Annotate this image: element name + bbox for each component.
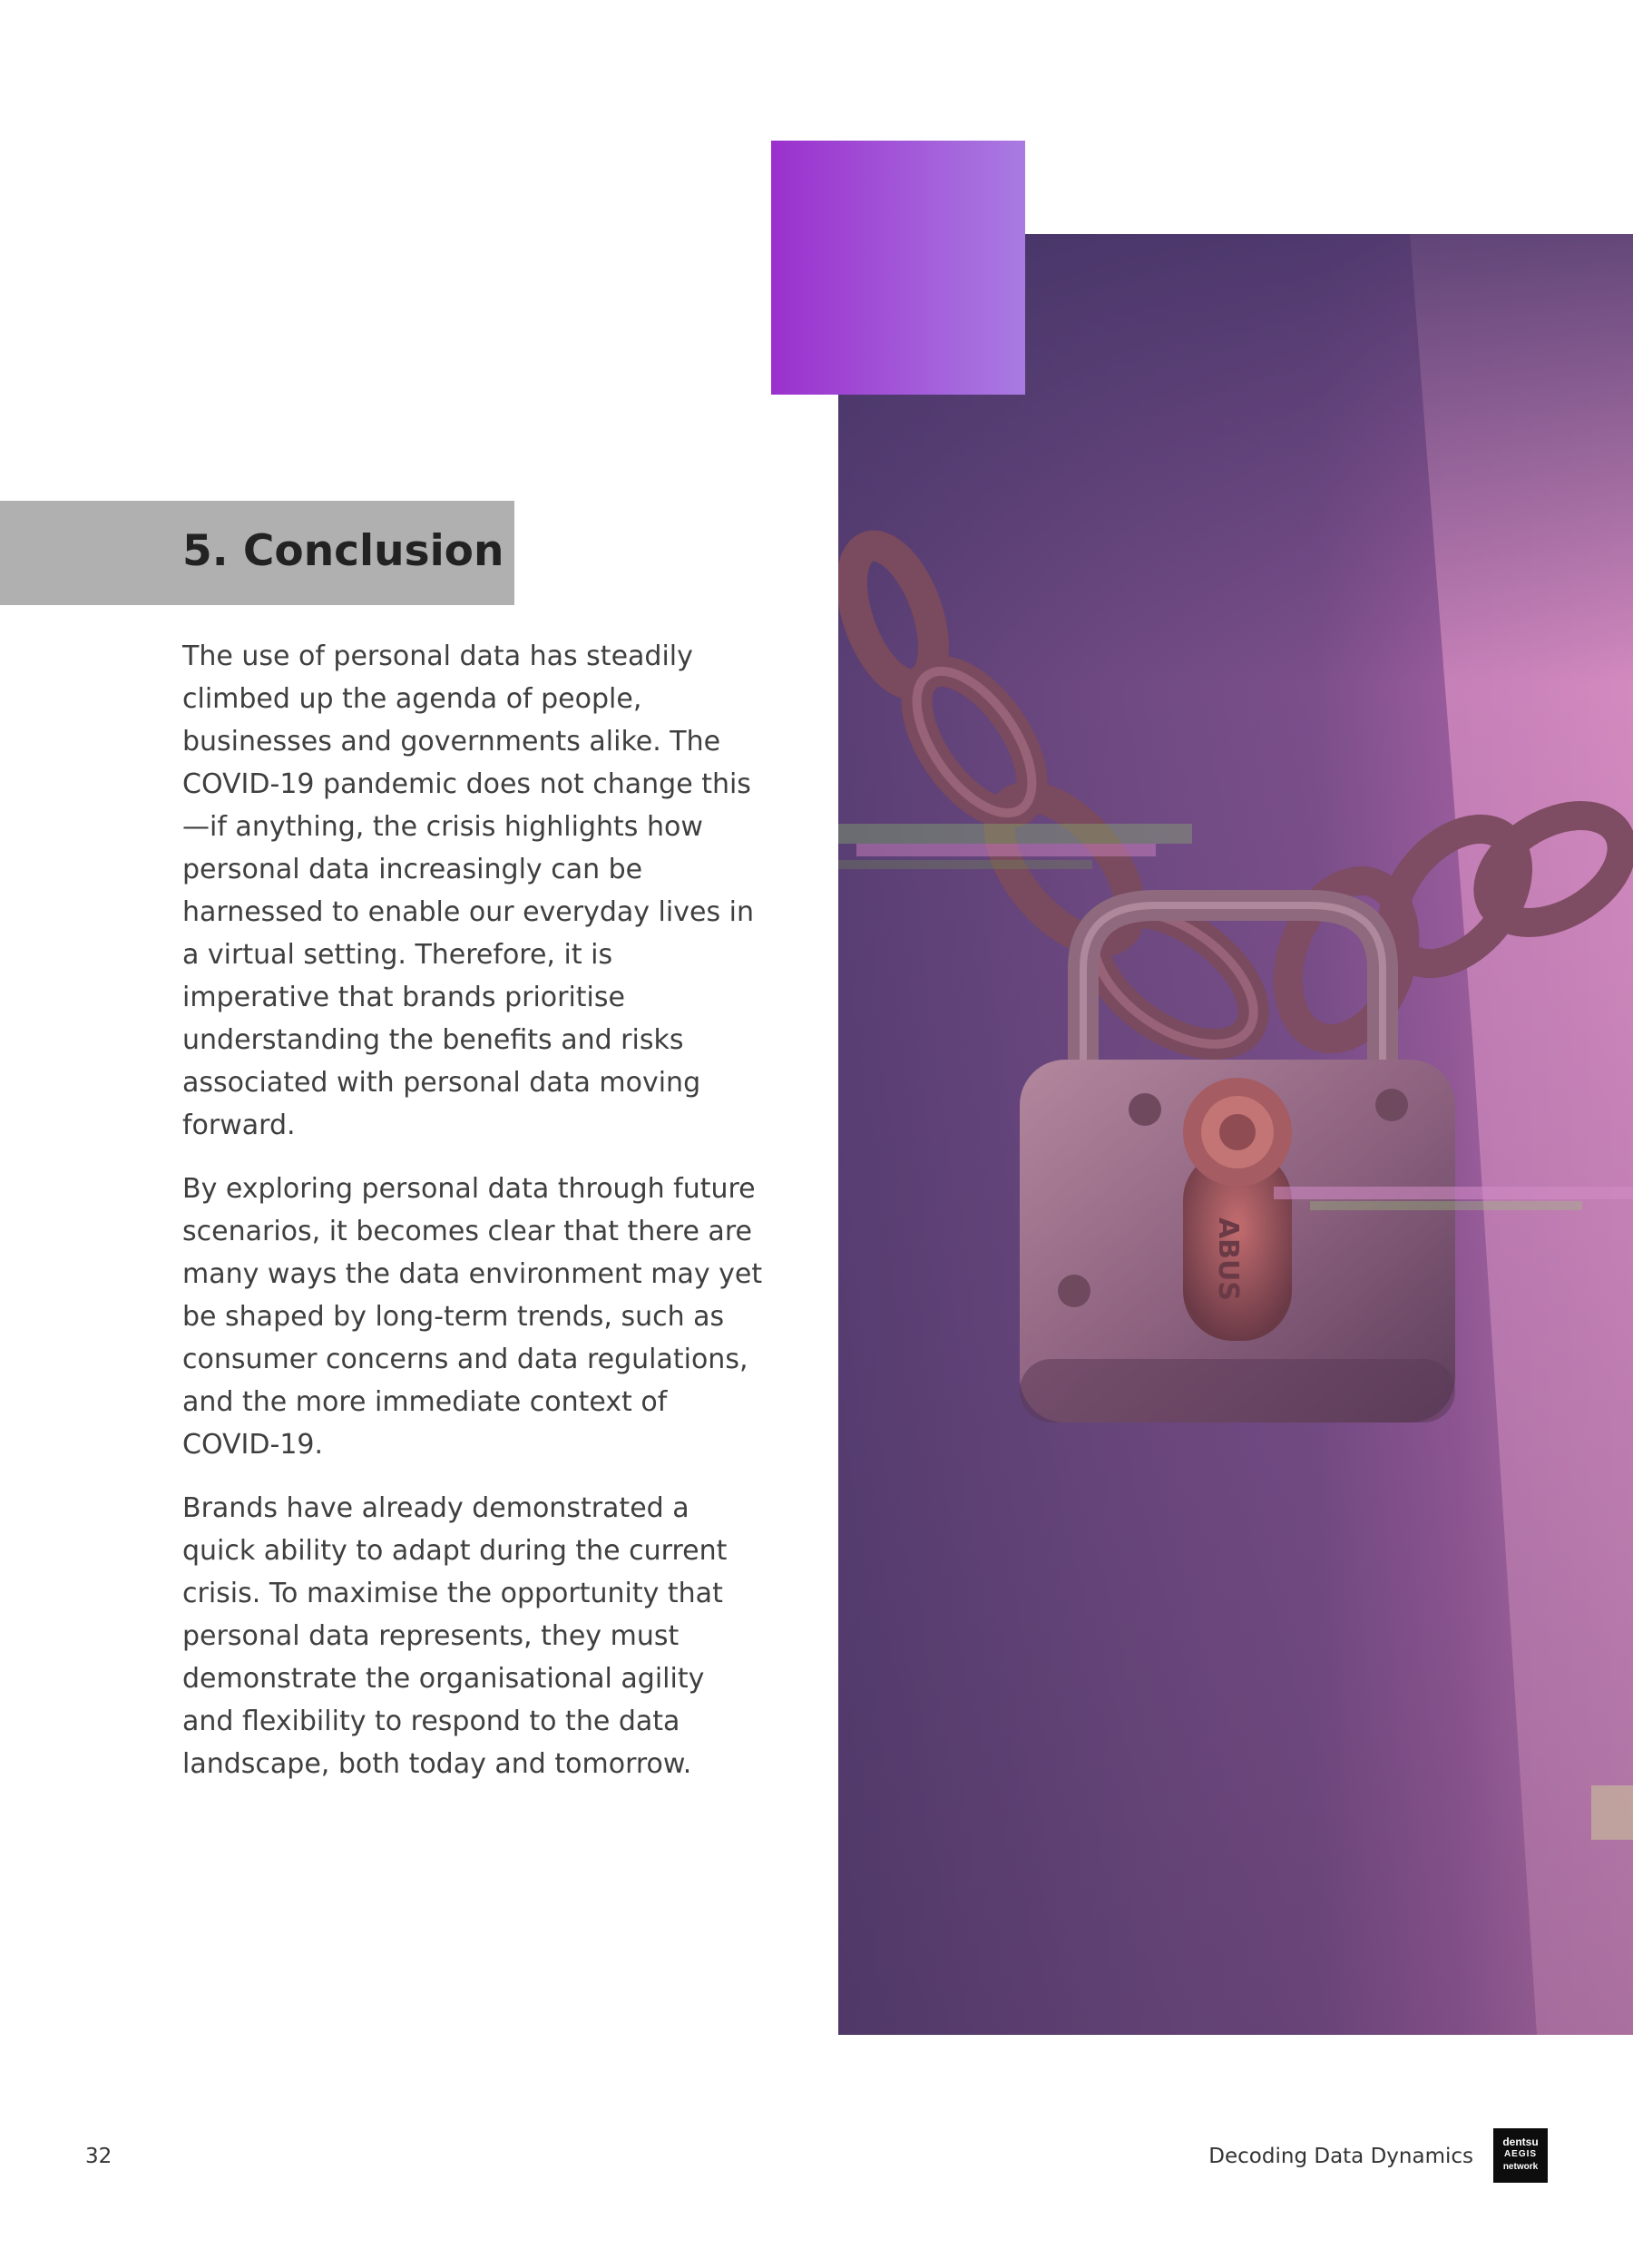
section-body (182, 635, 763, 1806)
body-paragraph-2: By exploring personal data through future scenarios, it becomes clear that there are many ways the data environment may yet be shaped by long-term trends, such as consumer concerns and data regulations, and the more immediate context of COVID-19. (182, 1173, 763, 1461)
logo-line-2: AEGIS (1503, 2149, 1538, 2159)
dentsu-aegis-logo (1493, 2128, 1548, 2183)
accent-square (771, 141, 1025, 395)
page-number: 32 (85, 2145, 112, 2168)
padlock-photo (838, 234, 1633, 2035)
section-title: 5. Conclusion (182, 526, 504, 576)
body-paragraph-3: Brands have already demonstrated a quick ability to adapt during the current crisis. To maximise the opportunity that personal data represents, they must demonstrate the organisational agility and flexibility to respond to the data landscape, both today and tomorrow. (182, 1492, 728, 1780)
lock-engraving: ABUS (1212, 1217, 1244, 1302)
logo-line-1: dentsu (1502, 2136, 1539, 2148)
publication-title: Decoding Data Dynamics (1208, 2145, 1473, 2168)
logo-line-3: network (1502, 2162, 1539, 2172)
body-paragraph-1: The use of personal data has steadily climbed up the agenda of people, businesses and governments alike. The COVID-19 pandemic does not change this—if anything, the crisis highlights how personal data increasingly can be harnessed to enable our everyday lives in a virtual setting. Therefore, it is imperative that brands prioritise understanding the benefits and risks associated with personal data moving forward. (182, 640, 754, 1141)
